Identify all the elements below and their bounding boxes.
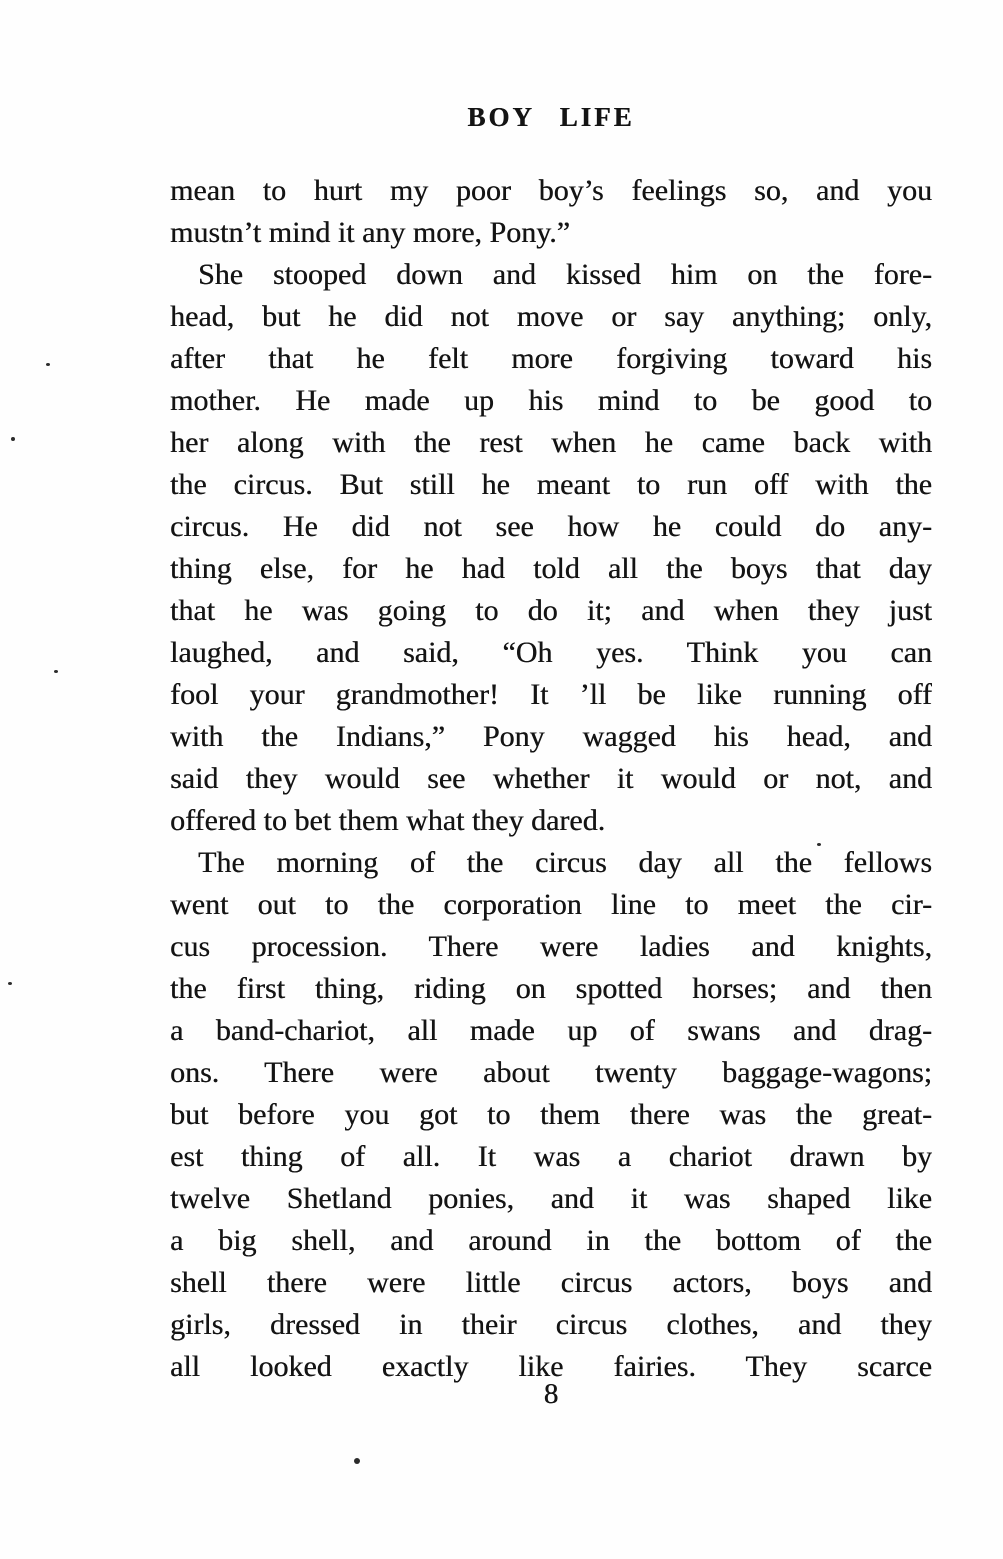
text-line: went out to the corporation line to meet the cir- <box>170 888 932 921</box>
page-number: 8 <box>543 1378 559 1410</box>
ink-speck <box>8 982 12 985</box>
text-line: She stooped down and kissed him on the fore- <box>198 258 932 291</box>
ink-speck <box>11 437 15 441</box>
text-line: mother. He made up his mind to be good to <box>170 384 932 417</box>
text-line: mean to hurt my poor boy’s feelings so, and you <box>170 174 932 207</box>
ink-speck <box>46 363 50 366</box>
running-head: BOY LIFE <box>467 102 635 132</box>
text-line: her along with the rest when he came back with <box>170 426 932 459</box>
text-line: with the Indians,” Pony wagged his head, and <box>170 720 932 753</box>
text-line: ons. There were about twenty baggage-wagons; <box>170 1056 932 1089</box>
text-line: the first thing, riding on spotted horses; and then <box>170 972 932 1005</box>
text-line: twelve Shetland ponies, and it was shaped like <box>170 1182 932 1215</box>
text-line: laughed, and said, “Oh yes. Think you can <box>170 636 932 669</box>
ink-speck <box>354 1458 360 1464</box>
text-line: cus procession. There were ladies and knights, <box>170 930 932 963</box>
text-line: thing else, for he had told all the boys that day <box>170 552 932 585</box>
text-line: a big shell, and around in the bottom of the <box>170 1224 932 1257</box>
text-line: The morning of the circus day all the fellows <box>198 846 932 879</box>
text-line: circus. He did not see how he could do any- <box>170 510 932 543</box>
text-line: said they would see whether it would or not, and <box>170 762 932 795</box>
text-line: head, but he did not move or say anything; only, <box>170 300 932 333</box>
text-line: shell there were little circus actors, boys and <box>170 1266 932 1299</box>
text-line: a band-chariot, all made up of swans and drag- <box>170 1014 932 1047</box>
text-block <box>170 170 932 1388</box>
text-line: fool your grandmother! It ’ll be like running off <box>170 678 932 711</box>
text-line: offered to bet them what they dared. <box>170 804 606 837</box>
ink-speck <box>817 843 821 846</box>
ink-speck <box>54 670 58 673</box>
text-line: that he was going to do it; and when they just <box>170 594 932 627</box>
text-line: girls, dressed in their circus clothes, and they <box>170 1308 932 1341</box>
text-line: all looked exactly like fairies. They scarce <box>170 1350 932 1383</box>
text-line: mustn’t mind it any more, Pony.” <box>170 216 570 249</box>
text-line: but before you got to them there was the great- <box>170 1098 932 1131</box>
text-line: est thing of all. It was a chariot drawn by <box>170 1140 932 1173</box>
text-line: after that he felt more forgiving toward his <box>170 342 932 375</box>
text-line: the circus. But still he meant to run off with the <box>170 468 932 501</box>
